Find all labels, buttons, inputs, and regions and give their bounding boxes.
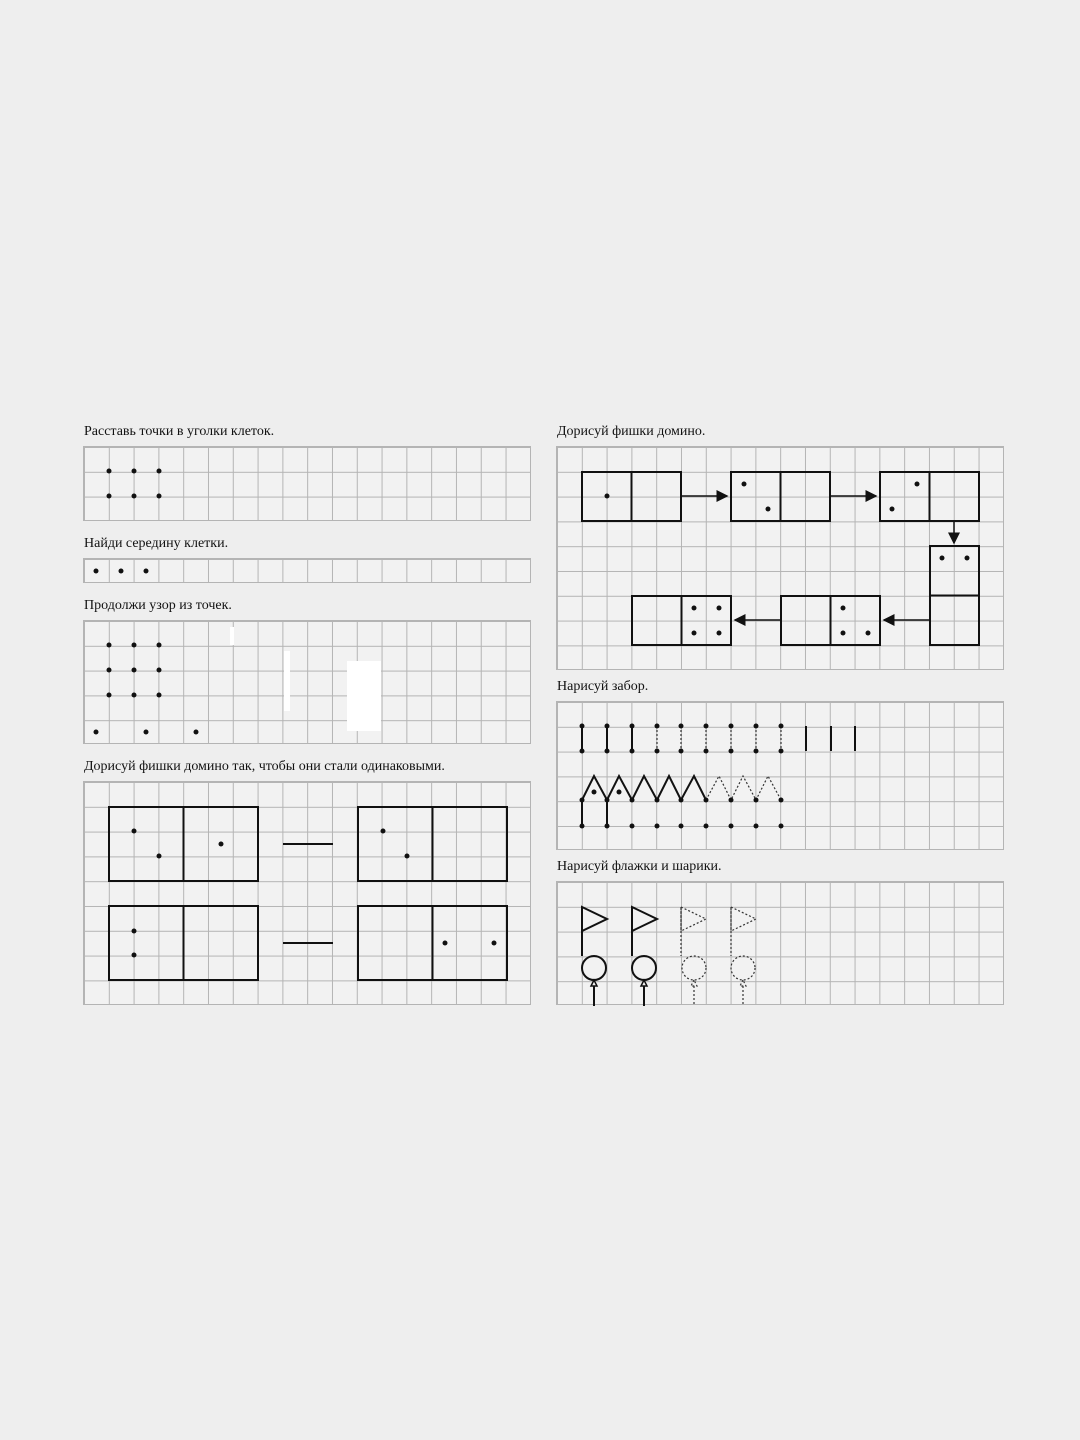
domino-chain-drawing: [557, 447, 1005, 671]
flags-drawing: [557, 882, 1005, 1006]
corners-dots: [84, 447, 532, 522]
middle-dot: [144, 569, 149, 574]
task-title-flags: Нарисуй флажки и шарики.: [557, 859, 722, 874]
task-title-middle: Найди середину клетки.: [84, 536, 229, 551]
corner-dot: [157, 494, 162, 499]
flag-balloon-solid: [582, 907, 607, 1006]
domino-chain-grid[interactable]: [556, 446, 1004, 670]
domino-match-grid[interactable]: [83, 781, 531, 1005]
task-title-corners: Расставь точки в уголки клеток.: [84, 424, 275, 439]
task-title-domino-match: Дорисуй фишки домино так, чтобы они стали одинаковыми.: [84, 759, 445, 774]
flag-balloon-solid: [632, 907, 657, 1006]
pattern-dots: [84, 621, 532, 745]
corner-dot: [132, 494, 137, 499]
flag-balloon-dotted: [731, 907, 756, 1006]
fence-posts: [580, 724, 856, 754]
middle-dots: [84, 559, 532, 584]
domino-match-drawing: [84, 782, 532, 1006]
flag-balloon-dotted: [681, 907, 706, 1006]
corner-dot: [132, 469, 137, 474]
corner-dot: [107, 494, 112, 499]
middle-grid[interactable]: [83, 558, 531, 583]
task-title-pattern: Продолжи узор из точек.: [84, 598, 232, 613]
print-gap: [347, 661, 381, 731]
task-title-fence: Нарисуй забор.: [557, 679, 649, 694]
middle-dot: [119, 569, 124, 574]
print-gap: [284, 651, 290, 711]
corner-dot: [157, 469, 162, 474]
pattern-grid[interactable]: [83, 620, 531, 744]
corners-grid[interactable]: [83, 446, 531, 521]
task-title-domino-chain: Дорисуй фишки домино.: [557, 424, 706, 439]
flags-grid[interactable]: [556, 881, 1004, 1005]
fence-grid[interactable]: [556, 701, 1004, 850]
print-gap: [230, 627, 234, 645]
corner-dot: [107, 469, 112, 474]
fence-drawing: [557, 702, 1005, 851]
fence-zigzag: [580, 776, 784, 829]
middle-dot: [94, 569, 99, 574]
